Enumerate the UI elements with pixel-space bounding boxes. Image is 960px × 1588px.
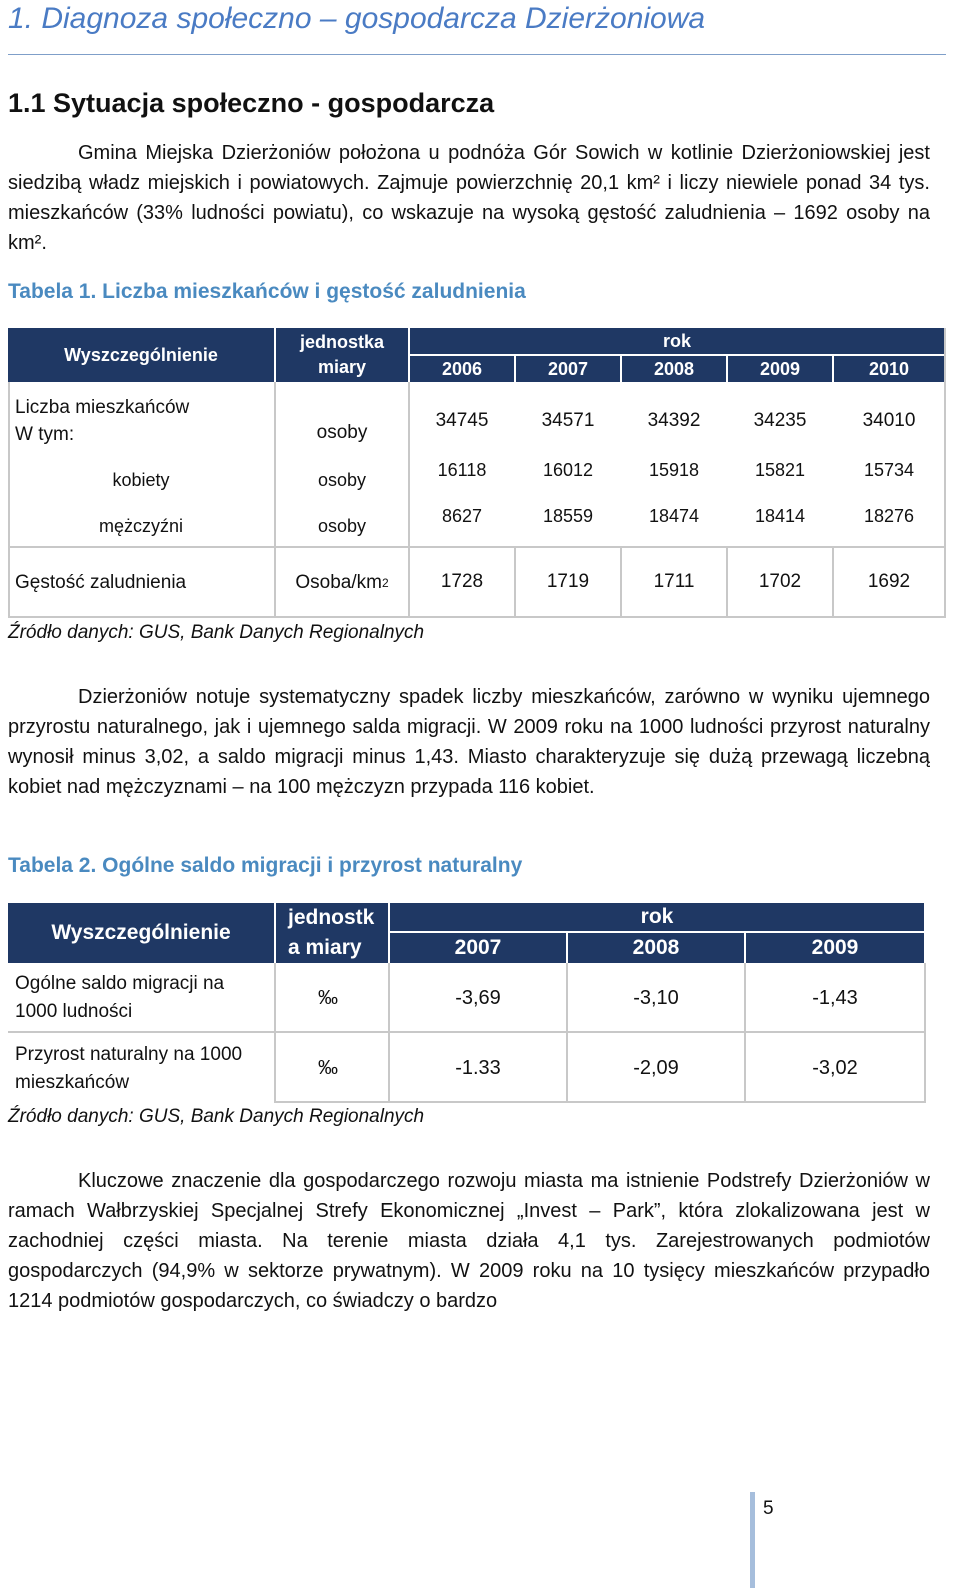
table1-value: 34010 xyxy=(862,410,916,431)
paragraph-intro: Gmina Miejska Dzierżoniów położona u podnóża Gór Sowich w kotlinie Dzierżoniowskiej jest siedzibą władz miejskich i powiatowych. Zajmuje powierzchnię 20,1 km² i liczy niewiele ponad 34 tys. mieszkańców (33% ludności powiatu), co wskazuje na wysoką gęstość zaludnienia – 1692 osoby na km². xyxy=(8,142,930,254)
table1-value: 18414 xyxy=(754,505,806,526)
table1-row-label: Gęstość zaludnienia xyxy=(15,572,187,593)
table2-row-label-line1: Ogólne saldo migracji na xyxy=(15,973,225,994)
table2-value: -2,09 xyxy=(633,1056,679,1079)
table2-value: -3,02 xyxy=(812,1056,858,1079)
table2-row-label-line2: 1000 ludności xyxy=(15,1001,133,1022)
table2-border xyxy=(924,963,926,1103)
table1-value: 1702 xyxy=(758,571,802,592)
table2-unit: ‰ xyxy=(318,1056,338,1079)
table2-source: Źródło danych: GUS, Bank Danych Regionalnych xyxy=(8,1106,425,1127)
table1-year: 2010 xyxy=(834,356,944,382)
table2-year: 2008 xyxy=(568,933,744,963)
table2-value: -3,10 xyxy=(633,986,679,1009)
document-heading: 1. Diagnoza społeczno – gospodarcza Dzierżoniowa xyxy=(8,2,706,35)
table1-border xyxy=(8,382,10,618)
table1-value: 15918 xyxy=(648,459,700,480)
footer-accent-bar xyxy=(750,1492,755,1588)
table1-value: 16118 xyxy=(437,459,487,480)
table1-value: 18559 xyxy=(542,505,594,526)
table1-value: 15821 xyxy=(754,459,806,480)
table2-header-unit xyxy=(276,903,388,963)
table1-unit: osoby xyxy=(317,469,367,490)
table1-border xyxy=(8,546,946,548)
table1-year: 2007 xyxy=(516,356,620,382)
table2-row-label-line2: mieszkańców xyxy=(15,1072,130,1093)
table2-year: 2007 xyxy=(390,933,566,963)
table1-value: 34392 xyxy=(647,410,701,431)
table1-caption: Tabela 1. Liczba mieszkańców i gęstość zaludnienia xyxy=(8,280,526,303)
table2-value: -1.33 xyxy=(455,1056,501,1079)
section-heading: 1.1 Sytuacja społeczno - gospodarcza xyxy=(8,88,495,118)
table2-border xyxy=(8,1031,926,1033)
table1-source: Źródło danych: GUS, Bank Danych Regionalnych xyxy=(8,622,425,643)
table2-caption: Tabela 2. Ogólne saldo migracji i przyrost naturalny xyxy=(8,854,523,877)
table1-value: 18276 xyxy=(863,505,915,526)
paragraph-population: Dzierżoniów notuje systematyczny spadek liczby mieszkańców, zarówno w wyniku ujemnego przyrostu naturalnego, jak i ujemnego salda migracji. W 2009 roku na 1000 ludności przyrost naturalny wynosił minus 3,02, a saldo migracji minus 1,43. Miasto charakteryzuje się dużą przewagą liczebną kobiet nad mężczyznami – na 100 mężczyzn przypada 116 kobiet. xyxy=(8,686,930,798)
paragraph-economy: Kluczowe znaczenie dla gospodarczego rozwoju miasta ma istnienie Podstrefy Dzierżoniów w ramach Wałbrzyskiej Specjalnej Strefy Ekonomicznej „Invest – Park”, która zlokalizowana jest w zachodniej części miasta. Na terenie miasta działa 4,1 tys. Zarejestrowanych podmiotów gospodarczych (94,9% w sektorze prywatnym). W 2009 roku na 10 tysięcy mieszkańców przypadło 1214 podmiotów gospodarczych, co świadczy o bardzo xyxy=(8,1170,930,1312)
table1-year: 2006 xyxy=(410,356,514,382)
table1-value: 8627 xyxy=(441,505,483,526)
table1-value: 16012 xyxy=(542,459,594,480)
table2-header-label: Wyszczególnienie xyxy=(8,903,274,963)
table1-border xyxy=(944,328,946,618)
table1-value: 34235 xyxy=(753,410,807,431)
table1-header-unit-line1: jednostka xyxy=(299,332,385,352)
table1-value: 1711 xyxy=(653,571,695,592)
table2-header-unit-line2: a miary xyxy=(288,936,362,959)
table1-value: 1728 xyxy=(440,571,484,592)
table1-year: 2008 xyxy=(622,356,726,382)
table1-value: 1692 xyxy=(867,571,911,592)
table2-row-label-line1: Przyrost naturalny na 1000 xyxy=(15,1044,243,1065)
table1-row-label: kobiety xyxy=(112,469,170,490)
table1-unit: osoby xyxy=(316,422,368,443)
table2-border xyxy=(276,1101,926,1103)
table2-unit: ‰ xyxy=(318,986,338,1009)
table2-header-unit-line1: jednostk xyxy=(288,906,375,929)
table2-header-rok: rok xyxy=(390,903,924,931)
table1-year: 2009 xyxy=(728,356,832,382)
table1-row-label xyxy=(15,394,189,448)
table1-value: 18474 xyxy=(648,505,700,526)
table1-unit-superscript: 2 xyxy=(381,576,389,590)
table1-header-label: Wyszczególnienie xyxy=(8,328,274,382)
table1-value: 1719 xyxy=(546,571,590,592)
table1-value: 34571 xyxy=(541,410,595,431)
table1-border xyxy=(8,616,946,618)
table2-value: -3,69 xyxy=(455,986,501,1009)
table2-value: -1,43 xyxy=(812,986,858,1009)
table1-header-rok: rok xyxy=(410,328,944,354)
table2-row-label xyxy=(15,1041,242,1097)
table1-unit-text: Osoba/km xyxy=(295,572,382,593)
table1-value: 15734 xyxy=(863,459,915,480)
table1-value: 34745 xyxy=(435,410,489,431)
table1-row-label: mężczyźni xyxy=(98,515,183,536)
table1-header-unit-line2: miary xyxy=(317,357,367,377)
table1-row-label-line1: Liczba mieszkańców xyxy=(15,397,190,418)
table1-row-label-line2: W tym: xyxy=(15,424,75,445)
table1-unit xyxy=(276,566,408,600)
table2-year: 2009 xyxy=(746,933,924,963)
table2-row-label xyxy=(15,970,224,1026)
table1-header-unit xyxy=(276,328,408,382)
page-number: 5 xyxy=(763,1498,774,1519)
table1-unit: osoby xyxy=(317,515,367,536)
heading-rule xyxy=(8,54,946,55)
